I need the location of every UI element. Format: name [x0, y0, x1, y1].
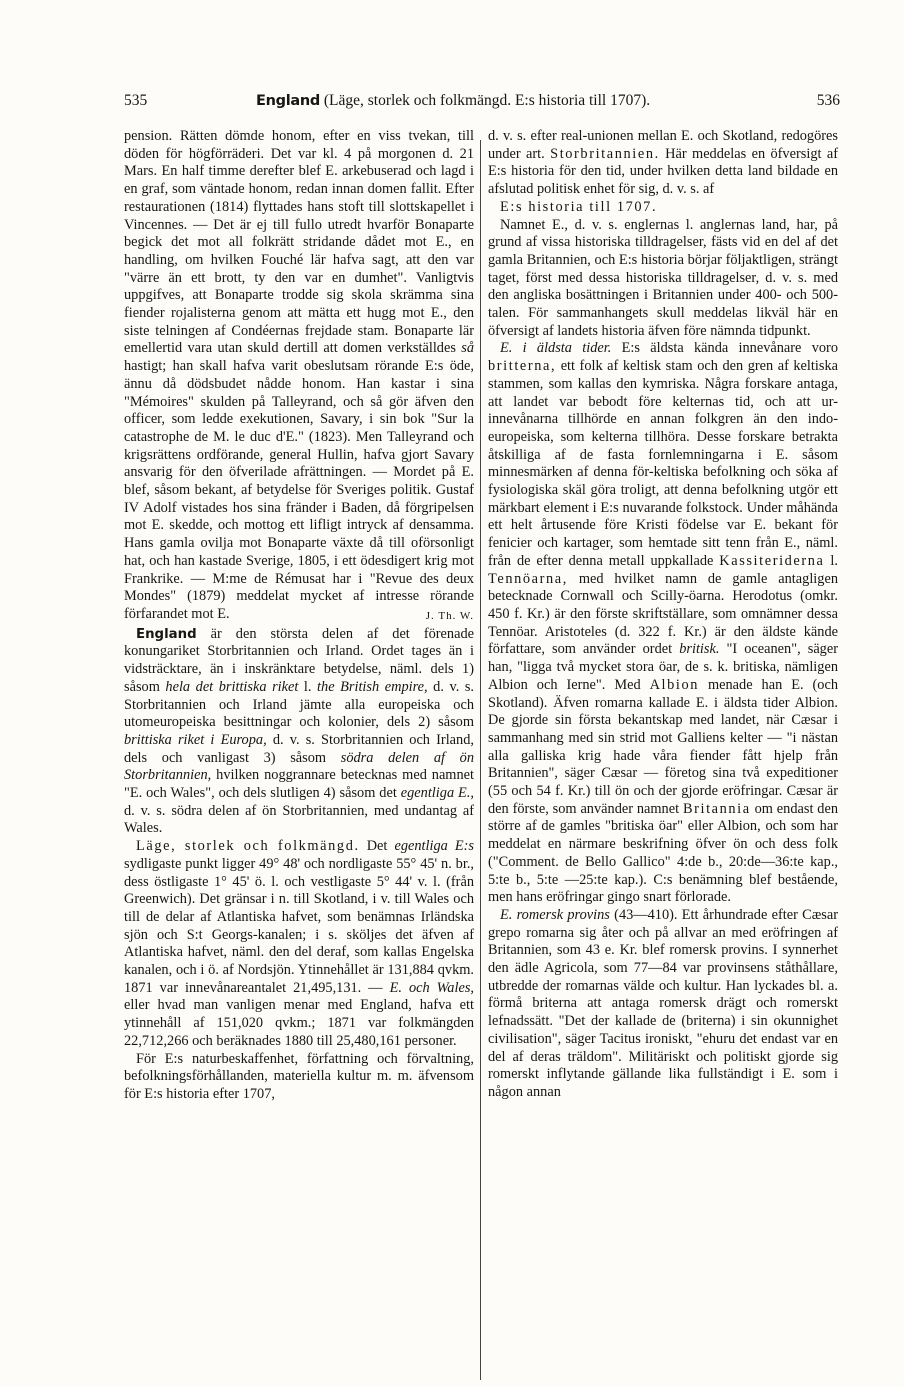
running-title: [256, 92, 650, 110]
paragraph-name: Namnet E., d. v. s. englernas l. anglernas land, har, på grund af vissa historiska tilldragelser, fästs vid en del af det gamla Britannien, och E:s historia börjar följaktligen, strängt taget, först med dessa historiska tilldragelser, d. v. s. med den angliska bosättningen i Britannien under 400- och 500-talen. För sammanhangets skull meddelas likväl här en öfversigt af landets historia äfven före nämnda tidpunkt.: [488, 216, 838, 339]
paragraph-location: Läge, storlek och folkmängd. Det egentliga E:s sydligaste punkt ligger 49° 48' och nordligaste 55° 45' n. br., dess östligaste 1° 45' ö. l. och vestligaste 5° 44' v. l. (från Greenwich). Det gränsar i n. till Skotland, i v. till Wales och till de delar af Atlantiska hafvet, som benämnas Irländska sjön och S:t Georgs-kanalen; i s. sköljes det äfven af Atlantiska hafvet, näml. den del deraf, som kallas Engelska kanalen, och i ö. af Nordsjön. Ytinnehållet är 131,884 qvkm. 1871 var innevånareantalet 21,495,131. — E. och Wales, eller hvad man vanligen menar med England, hafva ett ytinnehåll af 151,020 qvkm.; 1871 var folkmängden 22,712,266 och beräknades 1880 till 25,480,161 personer.: [124, 838, 474, 1049]
column-divider: [480, 140, 481, 1380]
paragraph-england-definition: England är den största delen af det förenade konungariket Storbritannien och Irland. Ordet tages än i vidsträcktare, än i inskränktare betydelse, näml. dels 1) såsom hela det brittiska riket l. the British empire, d. v. s. Storbritannien och Irland jämte alla europeiska och utomeuropeiska besittningar och kolonier, dels 2) såsom brittiska riket i Europa, d. v. s. Storbritannien och Irland, dels och vanligast 3) såsom södra delen af ön Storbritannien, hvilken noggrannare betecknas med namnet "E. och Wales", och dels slutligen 4) såsom det egentliga E., d. v. s. södra delen af ön Storbritannien, med undantag af Wales.: [124, 625, 474, 837]
page-number-right: 536: [816, 92, 840, 109]
running-header: [124, 92, 840, 116]
running-subtitle: (Läge, storlek och folkmängd. E:s historia till 1707).: [319, 92, 651, 109]
paragraph-enghien-end: pension. Rätten dömde honom, efter en viss tvekan, till döden för högförräderi. Det var kl. 4 på morgonen d. 21 Mars. En half timme derefter blef E. arkebuserad och lagd i en graf, som väntade honom, redan innan domen fallit. Efter restaurationen (1814) flyttades hans stoft till slottskapellet i Vincennes. — Det är ej till fullo utredt hvarför Bonaparte begick det mot all folkrätt stridande dådet mot E., en handling, om hvilken Fouché lär hafva sagt, att den var "värre än ett brott, ty den var en dumhet". Vanligtvis uppgifves, att Bonaparte trodde sig skola skrämma sina fiender rojalisterna genom att mätta ett hugg mot E., den siste telningen af Condéernas frejdade stam. Bonaparte lär emellertid vara utan skuld dertill att domen verkställdes så hastigt; han skall hafva varit obeslutsam rörande E:s öde, ännu då dödsbudet nådde honom. Han kastar i sina "Mémoires" skulden på Talleyrand, och så gör äfven den officer, som ledde exekutionen, Savary, i sin bok "Sur la catastrophe de M. le duc d'E." (1823). Men Talleyrand och krigsrättens ordförande, general Hullin, hafva gjort Savary ansvarig för den öfverilade afrättningen. — Mordet på E. blef, såsom bekant, af betydelse för Sveriges politik. Gustaf IV Adolf vistades hos sina fränder i Baden, då förgripelsen mot E. skedde, och mottog ett lifligt intryck af densamma. Hans gamla ovilja mot Bonaparte växte då till oförsonligt hat, och han kastade Sverige, 1805, i ett ödesdigert krig mot Frankrike. — M:me de Rémusat har i "Revue des deux Mondes" (1879) meddelat mycket af intresse rörande förfarandet mot E. J. Th. W.: [124, 128, 474, 624]
page-number-left: 535: [124, 92, 148, 109]
left-column: [124, 128, 474, 1104]
section-heading-location: Läge, storlek och folkmängd.: [136, 838, 360, 855]
author-signature: J. Th. W.: [425, 609, 474, 622]
paragraph-history-intro: d. v. s. efter real-unionen mellan E. och Skotland, redogöres under art. Storbritannien. Här meddelas en öfversigt af E:s historia för den tid, under hvilken detta land bildade en afslutad politisk enhet för sig, d. v. s. af: [488, 128, 838, 198]
right-column: [488, 128, 838, 1102]
running-headword: England: [256, 93, 320, 109]
section-heading-roman: E. romersk provins: [500, 906, 610, 923]
paragraph-reference: För E:s naturbeskaffenhet, författning och förvaltning, befolkningsförhållanden, materiella kultur m. m. äfvensom för E:s historia efter 1707,: [124, 1050, 474, 1102]
entry-headword: England: [136, 626, 197, 642]
paragraph-roman-province: E. romersk provins (43—410). Ett århundrade efter Cæsar grepo romarna sig åter och på allvar an med eröfringen af Britannien, som 43 e. Kr. blef romersk provins. I synnerhet den ädle Agricola, som 77—84 var provinsens ståthållare, utbredde der romarnas välde och kultur. Han lyckades bl. a. förmå briterna att antaga romersk drägt och romerskt lefnadssätt. "Det der kallade de (briterna) i sin okunnighet civilisation", säger Tacitus ironiskt, "ehuru det endast var en del af deras träldom". Militäriskt och politiskt gjorde sig romerskt inflytande gällande lika fullständigt i E. som i någon annan: [488, 906, 838, 1100]
section-heading-history: E:s historia till 1707.: [500, 198, 658, 215]
section-heading-earliest: E. i äldsta tider.: [500, 340, 612, 357]
paragraph-earliest-times: E. i äldsta tider. E:s äldsta kända innevånare voro britterna, ett folk af keltisk stam och den gren af keltiska stammen, som kallas den kymriska. Några forskare antaga, att landet var bebodt före kelternas tid, och att ur-innevånarna tillhörde en annan folkgren än den indo-europeiska, som kelterna tillhöra. Desse forskare betrakta åtskilliga af de fasta fornlemningarna i E. såsom minnesmärken af denna för-keltiska befolkning och söka af fysiologiska skäl göra troligt, att denna befolkning utgör ett märkbart element i E:s nuvarande folkstock. Under måhända ett helt årtusende före Kristi födelse var E. bekant för fenicier och kartager, som hemtade sitt tenn från E., näml. från de efter denna metall uppkallade Kassiteriderna l. Tennöarna, med hvilket namn de gamle antagligen betecknade Cornwall och Scilly-öarna. Herodotus (omkr. 450 f. Kr.) är den förste skriftställare, som omnämner dessa Tennöar. Aristoteles (d. 322 f. Kr.) är den äldste kände författare, som använder ordet britisk. "I oceanen", säger han, "ligga två mycket stora öar, de s. k. britiska, nämligen Albion och Ierne". Med Albion menade han E. (och Skotland). Äfven romarna kallade E. i äldsta tider Albion. De gjorde sin första bekantskap med landet, när Cæsar i sammanhang med sin strid mot Galliens kelter — "i nästan alla galliska krig hade våra fiender fått hjelp från Britannien", säger Cæsar — företog sina två expeditioner (55 och 54 f. Kr.) till ön och der gjorde eröfringar. Cæsar är den förste, som använder namnet Britannia om endast den större af de gamles "britiska öar" eller Albion, och som har meddelat en närmare beskrifning öfver ön och dess folk ("Comment. de Bello Gallico" 4:de b., 20:de—36:te kap., 5:te b., 5:te —25:te kap.). C:s benämning blef bestående, men hans eröfringar gingo snart förlorade.: [488, 340, 839, 906]
